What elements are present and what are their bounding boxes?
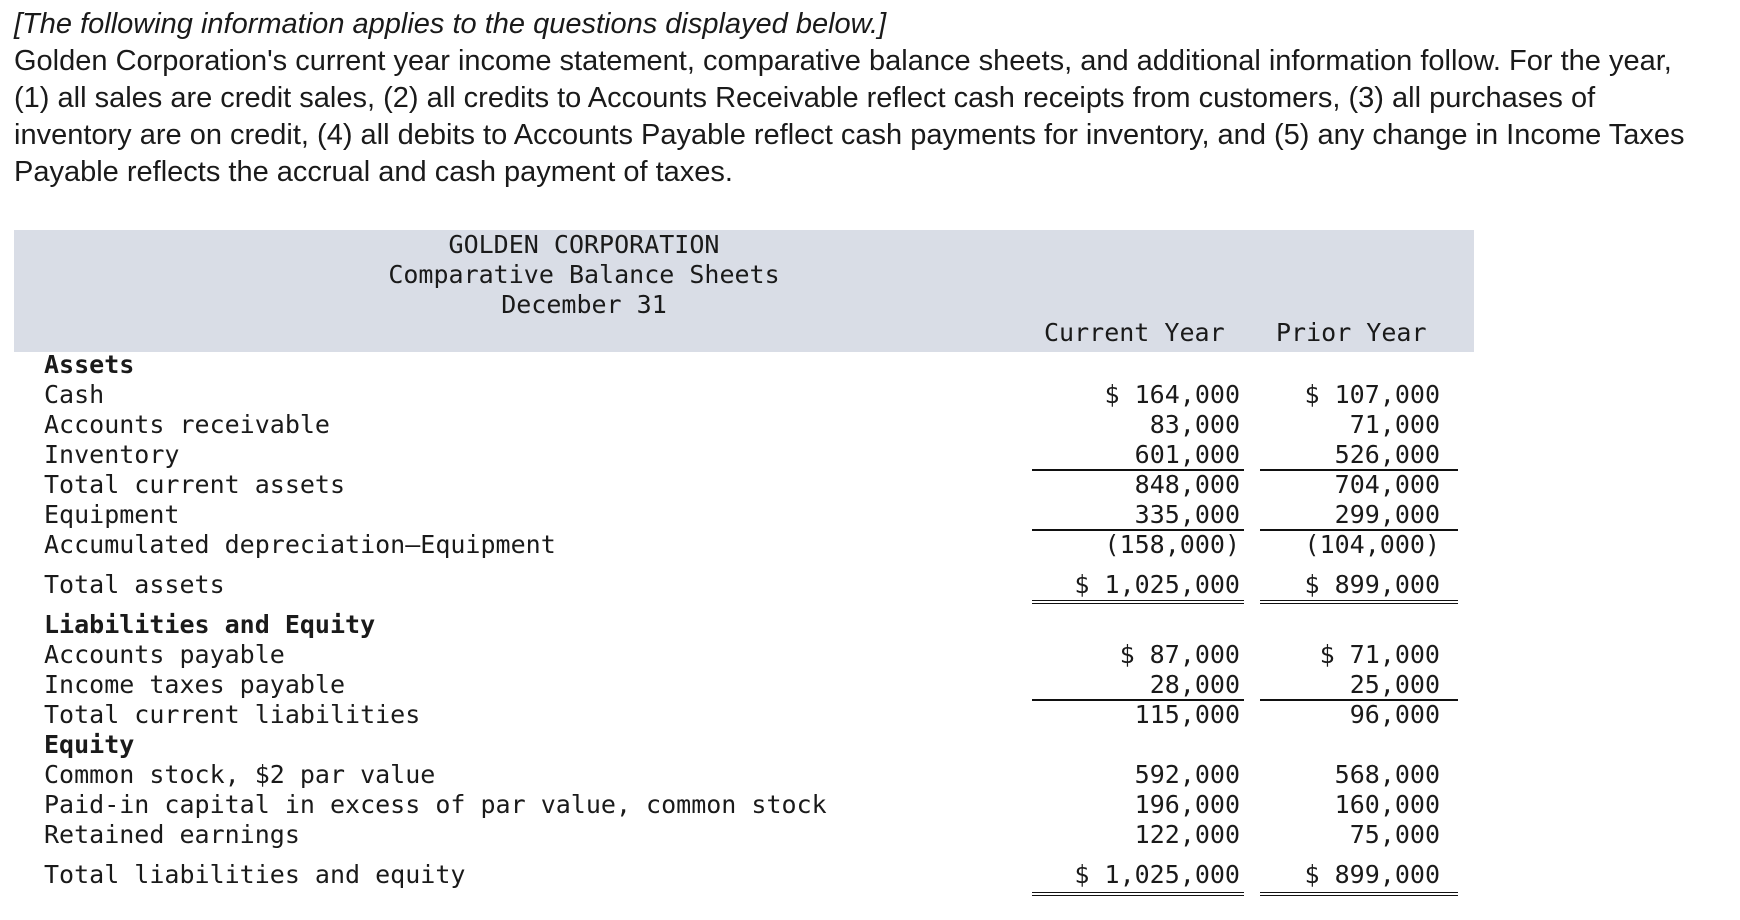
current-year-value: $ 1,025,000: [1074, 860, 1240, 889]
current-year-value: 592,000: [1134, 760, 1240, 789]
prior-year-value: 568,000: [1334, 760, 1440, 789]
current-year-value: 848,000: [1134, 470, 1240, 499]
row-label: Inventory: [44, 440, 180, 469]
prior-year-value: 25,000: [1349, 670, 1440, 699]
section-heading: Liabilities and Equity: [44, 610, 376, 639]
row-label: Total current liabilities: [44, 700, 421, 729]
row-label: Paid-in capital in excess of par value, common stock: [44, 790, 827, 819]
prior-year-value: $ 899,000: [1304, 860, 1440, 889]
row-label: Cash: [44, 380, 105, 409]
prior-year-value: 96,000: [1349, 700, 1440, 729]
subtotal-underline: [1032, 529, 1244, 531]
section-heading: Assets: [44, 350, 135, 379]
section-heading: Equity: [44, 730, 135, 759]
column-header-prior-year: Prior Year: [1276, 318, 1427, 347]
row-label: Income taxes payable: [44, 670, 346, 699]
row-label: Total liabilities and equity: [44, 860, 466, 889]
prior-year-value: 160,000: [1334, 790, 1440, 819]
current-year-value: $ 87,000: [1119, 640, 1240, 669]
prior-year-value: 526,000: [1334, 440, 1440, 469]
prior-year-value: $ 71,000: [1319, 640, 1440, 669]
statement-title: Comparative Balance Sheets: [388, 260, 780, 289]
current-year-value: $ 1,025,000: [1074, 570, 1240, 599]
subtotal-underline: [1260, 529, 1458, 531]
row-label: Equipment: [44, 500, 180, 529]
prior-year-value: 704,000: [1334, 470, 1440, 499]
current-year-value: 115,000: [1134, 700, 1240, 729]
current-year-value: 601,000: [1134, 440, 1240, 469]
company-name: GOLDEN CORPORATION: [448, 230, 720, 259]
row-label: Common stock, $2 par value: [44, 760, 436, 789]
current-year-value: 83,000: [1149, 410, 1240, 439]
prior-year-value: 299,000: [1334, 500, 1440, 529]
intro-note: [The following information applies to the questions displayed below.]: [14, 8, 887, 40]
subtotal-underline: [1032, 699, 1244, 701]
intro-text-block: [14, 6, 1714, 191]
double-underline: [1032, 600, 1244, 604]
statement-date: December 31: [501, 290, 667, 319]
current-year-value: $ 164,000: [1104, 380, 1240, 409]
current-year-value: 335,000: [1134, 500, 1240, 529]
subtotal-underline: [1260, 469, 1458, 471]
intro-paragraph: Golden Corporation's current year income statement, comparative balance sheets, and additional information follow. For the year, (1) all sales are credit sales, (2) all credits to Accounts Receivable reflect cash receipts from customers, (3) all purchases of inventory are on credit, (4) all debits to Accounts Payable reflect cash payments for inventory, and (5) any change in Income Taxes Payable reflects the accrual and cash payment of taxes.: [14, 45, 1685, 188]
subtotal-underline: [1032, 469, 1244, 471]
row-label: Total assets: [44, 570, 225, 599]
prior-year-value: 71,000: [1349, 410, 1440, 439]
subtotal-underline: [1260, 699, 1458, 701]
row-label: Retained earnings: [44, 820, 300, 849]
double-underline: [1260, 600, 1458, 604]
double-underline: [1032, 892, 1244, 896]
prior-year-value: $ 899,000: [1304, 570, 1440, 599]
current-year-value: (158,000): [1104, 530, 1240, 559]
current-year-value: 196,000: [1134, 790, 1240, 819]
row-label: Total current assets: [44, 470, 346, 499]
prior-year-value: $ 107,000: [1304, 380, 1440, 409]
balance-sheet-table: [14, 230, 1474, 920]
row-label: Accounts receivable: [44, 410, 330, 439]
double-underline: [1260, 892, 1458, 896]
prior-year-value: (104,000): [1304, 530, 1440, 559]
prior-year-value: 75,000: [1349, 820, 1440, 849]
row-label: Accumulated depreciation—Equipment: [44, 530, 556, 559]
current-year-value: 28,000: [1149, 670, 1240, 699]
column-header-current-year: Current Year: [1044, 318, 1225, 347]
row-label: Accounts payable: [44, 640, 285, 669]
current-year-value: 122,000: [1134, 820, 1240, 849]
